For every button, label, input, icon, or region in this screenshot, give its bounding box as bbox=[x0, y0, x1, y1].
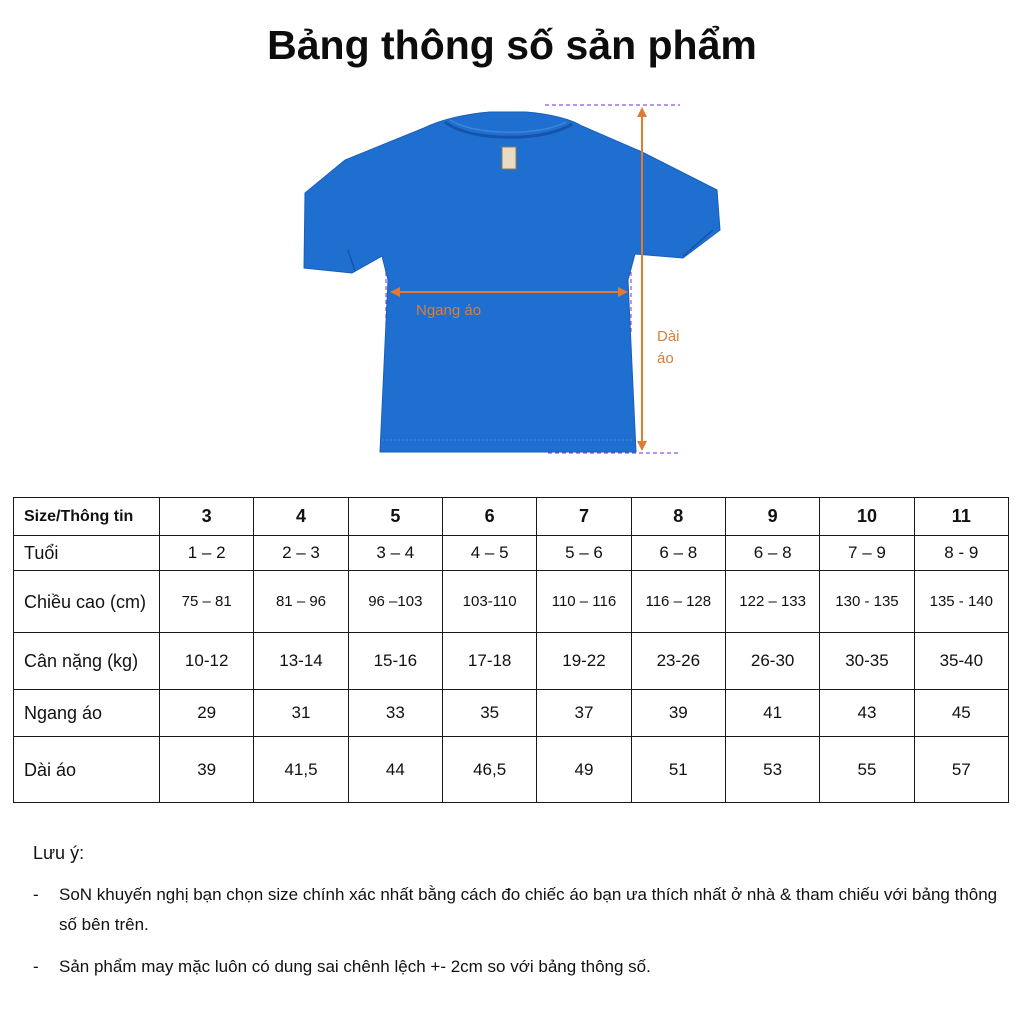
table-cell: 6 – 8 bbox=[631, 536, 725, 571]
table-row bbox=[14, 633, 1009, 690]
size-header: 8 bbox=[631, 498, 725, 536]
size-header: 11 bbox=[914, 498, 1008, 536]
table-cell: 81 – 96 bbox=[254, 571, 348, 633]
note-text: SoN khuyến nghị bạn chọn size chính xác nhất bằng cách đo chiếc áo bạn ưa thích nhất ở nhà & tham chiếu với bảng thông số bên trên. bbox=[59, 885, 998, 934]
table-cell: 26-30 bbox=[725, 633, 819, 690]
table-cell: 55 bbox=[820, 737, 914, 803]
table-cell: 75 – 81 bbox=[160, 571, 254, 633]
table-cell: 41,5 bbox=[254, 737, 348, 803]
table-cell: 57 bbox=[914, 737, 1008, 803]
table-cell: 110 – 116 bbox=[537, 571, 631, 633]
table-cell: 46,5 bbox=[442, 737, 536, 803]
bullet-dash: - bbox=[33, 957, 39, 976]
table-cell: 5 – 6 bbox=[537, 536, 631, 571]
table-cell: 17-18 bbox=[442, 633, 536, 690]
row-label: Tuổi bbox=[14, 536, 160, 571]
length-label-line2: áo bbox=[657, 350, 674, 367]
table-cell: 15-16 bbox=[348, 633, 442, 690]
size-header: 6 bbox=[442, 498, 536, 536]
table-cell: 49 bbox=[537, 737, 631, 803]
table-cell: 4 – 5 bbox=[442, 536, 536, 571]
table-cell: 130 - 135 bbox=[820, 571, 914, 633]
table-cell: 23-26 bbox=[631, 633, 725, 690]
table-cell: 37 bbox=[537, 690, 631, 737]
tshirt-illustration bbox=[290, 90, 740, 470]
table-cell: 6 – 8 bbox=[725, 536, 819, 571]
size-header: 4 bbox=[254, 498, 348, 536]
table-cell: 30-35 bbox=[820, 633, 914, 690]
table-cell: 45 bbox=[914, 690, 1008, 737]
table-cell: 122 – 133 bbox=[725, 571, 819, 633]
row-label: Ngang áo bbox=[14, 690, 160, 737]
page-title: Bảng thông số sản phẩm bbox=[267, 22, 757, 68]
table-cell: 35-40 bbox=[914, 633, 1008, 690]
size-header: 7 bbox=[537, 498, 631, 536]
table-cell: 53 bbox=[725, 737, 819, 803]
size-header: 3 bbox=[160, 498, 254, 536]
table-cell: 39 bbox=[160, 737, 254, 803]
table-cell: 29 bbox=[160, 690, 254, 737]
brand-tag bbox=[502, 147, 516, 169]
length-label-line1: Dài bbox=[657, 328, 680, 345]
table-cell: 10-12 bbox=[160, 633, 254, 690]
table-cell: 1 – 2 bbox=[160, 536, 254, 571]
table-cell: 2 – 3 bbox=[254, 536, 348, 571]
row-label: Cân nặng (kg) bbox=[14, 633, 160, 690]
table-row bbox=[14, 737, 1009, 803]
size-header: 10 bbox=[820, 498, 914, 536]
table-cell: 19-22 bbox=[537, 633, 631, 690]
length-label bbox=[657, 326, 680, 370]
table-row bbox=[14, 536, 1009, 571]
bullet-dash: - bbox=[33, 885, 39, 904]
notes-heading: Lưu ý: bbox=[33, 843, 85, 863]
note-item bbox=[33, 880, 1013, 940]
note-text: Sản phẩm may mặc luôn có dung sai chênh lệch +- 2cm so với bảng thông số. bbox=[59, 957, 651, 976]
row-label: Chiều cao (cm) bbox=[14, 571, 160, 633]
table-cell: 44 bbox=[348, 737, 442, 803]
width-label: Ngang áo bbox=[416, 302, 482, 319]
table-row bbox=[14, 571, 1009, 633]
notes-section bbox=[33, 843, 1013, 994]
table-cell: 41 bbox=[725, 690, 819, 737]
table-header-row bbox=[14, 498, 1009, 536]
table-cell: 116 – 128 bbox=[631, 571, 725, 633]
table-cell: 35 bbox=[442, 690, 536, 737]
table-cell: 8 - 9 bbox=[914, 536, 1008, 571]
table-cell: 3 – 4 bbox=[348, 536, 442, 571]
table-cell: 39 bbox=[631, 690, 725, 737]
tshirt-diagram bbox=[290, 90, 740, 470]
row-label: Dài áo bbox=[14, 737, 160, 803]
table-cell: 103-110 bbox=[442, 571, 536, 633]
table-cell: 135 - 140 bbox=[914, 571, 1008, 633]
table-cell: 7 – 9 bbox=[820, 536, 914, 571]
table-cell: 33 bbox=[348, 690, 442, 737]
table-cell: 31 bbox=[254, 690, 348, 737]
table-row bbox=[14, 690, 1009, 737]
table-cell: 13-14 bbox=[254, 633, 348, 690]
table-cell: 43 bbox=[820, 690, 914, 737]
header-label-cell: Size/Thông tin bbox=[14, 498, 160, 536]
table-cell: 51 bbox=[631, 737, 725, 803]
size-header: 5 bbox=[348, 498, 442, 536]
size-header: 9 bbox=[725, 498, 819, 536]
size-chart-table bbox=[13, 497, 1009, 803]
table-cell: 96 –103 bbox=[348, 571, 442, 633]
note-item bbox=[33, 952, 1013, 982]
